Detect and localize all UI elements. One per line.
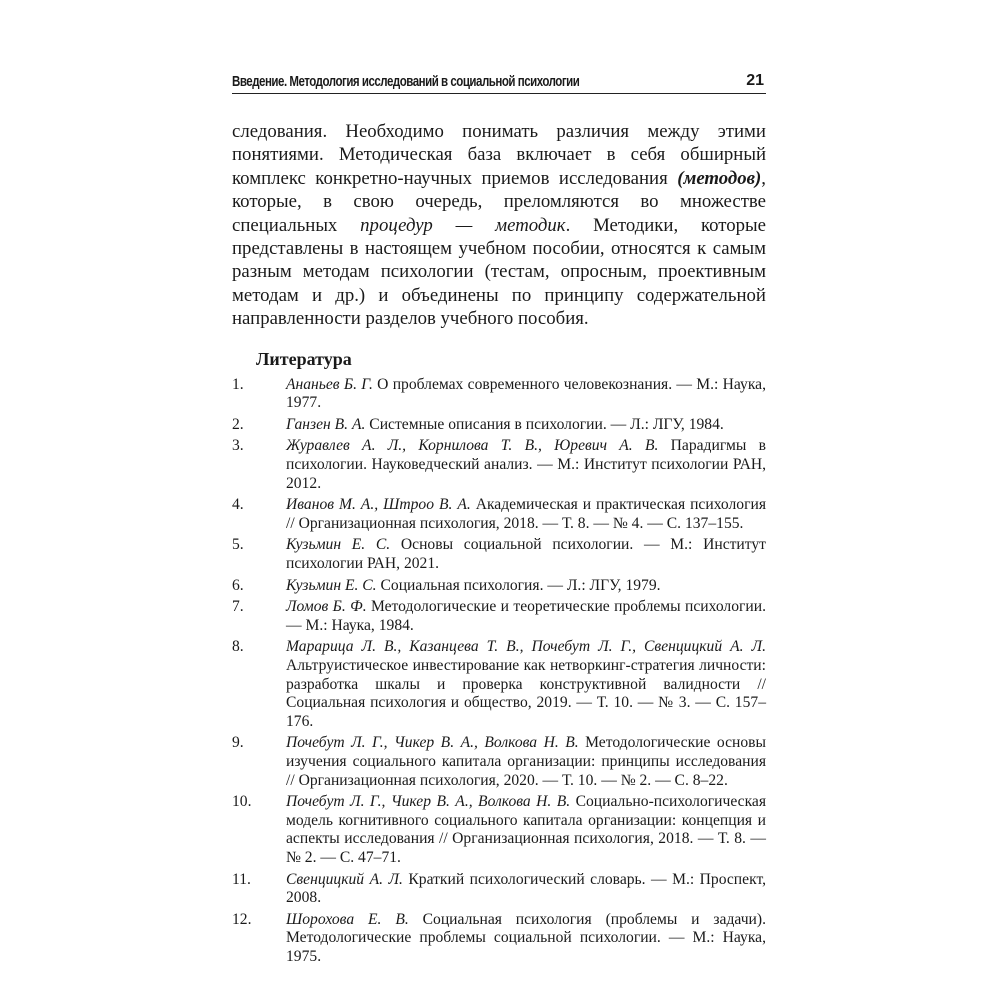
reference-text: Социальная психология. — Л.: ЛГУ, 1979. xyxy=(376,576,661,594)
reference-text: Академическая и практическая психология // Организационная психология, 2018. — Т. 8. — № 4. — С. 137–155. xyxy=(286,496,766,532)
reference-authors: Почебут Л. Г., Чикер В. А., Волкова Н. В. xyxy=(286,793,571,811)
reference-item xyxy=(232,911,766,967)
reference-number: 9. xyxy=(232,734,244,752)
term-procedures: процедур — методик xyxy=(360,214,566,236)
reference-authors: Марарица Л. В., Казанцева Т. В., Почебут Л. Г., Свенцицкий А. Л. xyxy=(286,638,766,656)
reference-item xyxy=(232,416,766,435)
reference-authors: Иванов М. А., Штроо В. А. xyxy=(286,496,471,514)
reference-number: 4. xyxy=(232,496,244,514)
reference-list xyxy=(232,376,766,967)
reference-item xyxy=(232,577,766,596)
reference-item xyxy=(232,496,766,533)
reference-number: 7. xyxy=(232,598,244,616)
reference-text: О проблемах современного человекознания. — М.: Наука, 1977. xyxy=(286,375,767,412)
reference-text: Социальная психология (проблемы и задачи). Методологические проблемы социальной психологии. — М.: Наука, 1975. xyxy=(286,910,766,965)
reference-text: Парадигмы в психологии. Науковедческий анализ. — М.: Институт психологии РАН, 2012. xyxy=(286,437,766,492)
reference-number: 3. xyxy=(232,437,244,455)
reference-item xyxy=(232,376,766,413)
reference-item xyxy=(232,437,766,493)
reference-text: Системные описания в психологии. — Л.: ЛГУ, 1984. xyxy=(365,415,724,433)
running-head xyxy=(232,56,766,94)
body-text-part-2: , которые, в свою очередь, преломляются во множестве специальных xyxy=(232,167,766,236)
running-head-title: Введение. Методология исследований в социальной психологии xyxy=(232,74,580,90)
reference-text: Альтруистическое инвестирование как нетворкинг-стратегия личности: разработка шкалы и проверка конструктивной валидности // Социальная психология и общество, 2019. — Т. 10. — № 3. — С. 157–176. xyxy=(286,656,766,730)
reference-item xyxy=(232,793,766,867)
reference-number: 5. xyxy=(232,536,244,554)
reference-authors: Ганзен В. А. xyxy=(286,415,366,433)
reference-number: 12. xyxy=(232,910,252,928)
reference-authors: Свенцицкий А. Л. xyxy=(286,870,403,888)
body-text-part-1: следования. Необходимо понимать различия между этими понятиями. Методическая база включает в себя обширный комплекс конкретно-научных приемов исследования xyxy=(232,121,766,189)
reference-number: 2. xyxy=(232,415,244,433)
reference-authors: Журавлев А. Л., Корнилова Т. В., Юревич А. В. xyxy=(286,437,659,455)
reference-number: 11. xyxy=(232,870,251,888)
reference-number: 6. xyxy=(232,576,244,594)
reference-authors: Кузьмин Е. С. xyxy=(286,536,391,554)
reference-authors: Шорохова Е. В. xyxy=(286,910,409,928)
reference-authors: Ананьев Б. Г. xyxy=(286,375,373,393)
reference-text: Методологические основы изучения социального капитала организации: принципы исследования // Организационная психология, 2020. — Т. 10. — № 2. — С. 8–22. xyxy=(286,734,766,789)
reference-text: Методологические и теоретические проблемы психологии. — М.: Наука, 1984. xyxy=(286,598,766,634)
reference-item xyxy=(232,734,766,790)
reference-number: 8. xyxy=(232,638,244,656)
term-methods: (методов) xyxy=(677,167,762,189)
page-number: 21 xyxy=(746,72,764,89)
reference-text: Основы социальной психологии. — М.: Институт психологии РАН, 2021. xyxy=(286,536,766,572)
literature-heading: Литература xyxy=(256,348,352,369)
reference-number: 10. xyxy=(232,793,252,811)
reference-item xyxy=(232,536,766,573)
reference-authors: Почебут Л. Г., Чикер В. А., Волкова Н. В. xyxy=(286,734,579,752)
body-text-part-3: . Методики, которые представлены в настоящем учебном пособии, относятся к самым разным методам психологии (тестам, опросным, проективным методам и др.) и объединены по принципу содержательной направленности разделов учебного пособия. xyxy=(232,214,766,330)
reference-item xyxy=(232,638,766,731)
reference-text: Социально-психологическая модель когнитивного социального капитала организации: концепция и аспекты исследования // Организационная психология, 2018. — Т. 8. — № 2. — С. 47–71. xyxy=(286,793,767,866)
reference-text: Краткий психологический словарь. — М.: Проспект, 2008. xyxy=(286,870,766,907)
body-paragraph xyxy=(232,120,766,331)
book-page xyxy=(232,56,766,969)
reference-authors: Кузьмин Е. С. xyxy=(286,576,377,594)
reference-number: 1. xyxy=(232,375,244,393)
reference-item xyxy=(232,598,766,635)
reference-authors: Ломов Б. Ф. xyxy=(286,598,367,616)
reference-item xyxy=(232,871,766,908)
